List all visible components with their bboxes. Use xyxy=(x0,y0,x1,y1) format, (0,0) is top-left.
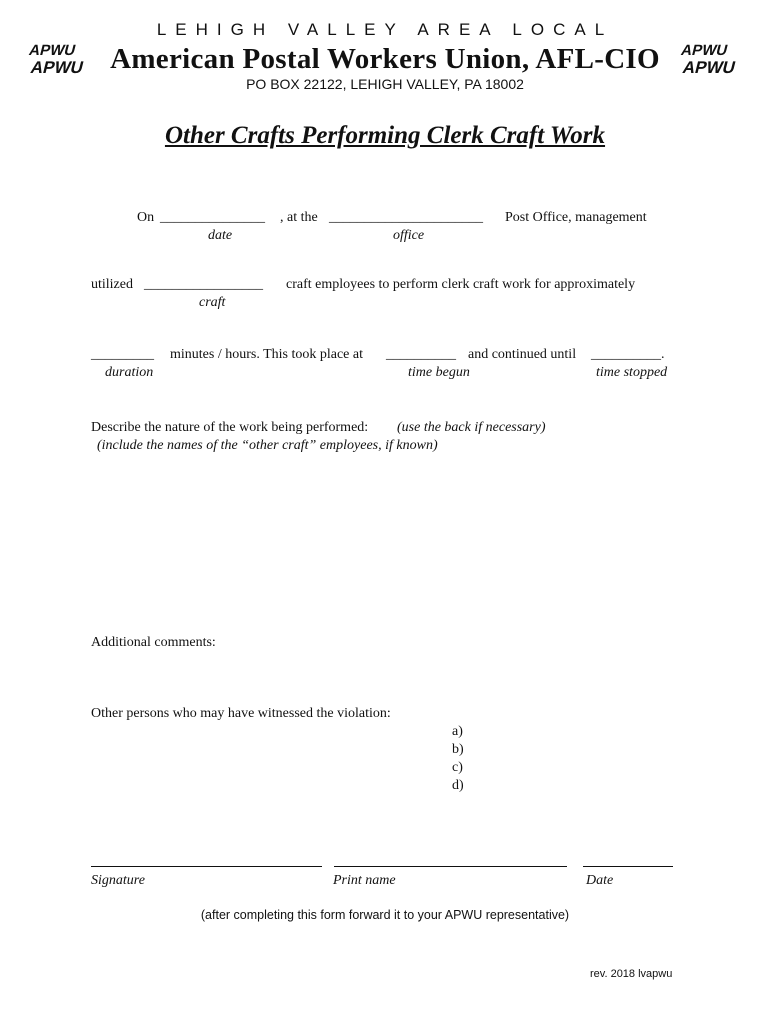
date-label: Date xyxy=(586,873,614,888)
witness-item-c: c) xyxy=(452,760,463,775)
print-name-line[interactable] xyxy=(334,866,567,867)
craft-employees-text: craft employees to perform clerk craft work for approximately xyxy=(286,277,636,292)
witness-item-a: a) xyxy=(452,724,463,739)
duration-caption: duration xyxy=(105,365,154,380)
office-caption: office xyxy=(393,228,425,243)
apwu-logo-text: APWU xyxy=(27,42,78,59)
on-text: On xyxy=(137,210,155,225)
duration-field[interactable]: _________ xyxy=(91,347,154,362)
apwu-logo-right xyxy=(676,40,744,78)
post-office-text: Post Office, management xyxy=(505,210,647,225)
union-address: PO BOX 22122, LEHIGH VALLEY, PA 18002 xyxy=(246,76,524,92)
witness-item-b: b) xyxy=(452,742,464,757)
signature-label: Signature xyxy=(91,873,145,888)
office-field[interactable]: ______________________ xyxy=(329,210,483,225)
continued-until-text: and continued until xyxy=(468,347,577,362)
date-field[interactable]: _______________ xyxy=(160,210,265,225)
apwu-logo-text: APWU xyxy=(28,57,86,77)
form-title: Other Crafts Performing Clerk Craft Work xyxy=(164,122,606,149)
apwu-logo-text: APWU xyxy=(680,57,738,77)
revision-note: rev. 2018 lvapwu xyxy=(590,968,673,980)
local-name: LEHIGH VALLEY AREA LOCAL xyxy=(156,20,614,39)
union-name: American Postal Workers Union, AFL-CIO xyxy=(110,43,660,75)
witnesses-label: Other persons who may have witnessed the violation: xyxy=(91,706,391,721)
describe-note-back: (use the back if necessary) xyxy=(397,420,546,435)
time-stopped-caption: time stopped xyxy=(596,365,668,380)
date-caption: date xyxy=(208,228,233,243)
describe-label: Describe the nature of the work being performed: xyxy=(91,420,369,435)
additional-comments-label: Additional comments: xyxy=(91,635,216,650)
signature-line[interactable] xyxy=(91,866,322,867)
at-the-text: , at the xyxy=(280,210,318,225)
craft-caption: craft xyxy=(199,295,226,310)
date-line[interactable] xyxy=(583,866,673,867)
time-begun-field[interactable]: __________ xyxy=(386,347,456,362)
time-stopped-field[interactable]: __________. xyxy=(591,347,665,362)
craft-field[interactable]: _________________ xyxy=(144,277,263,292)
forwarding-instruction: (after completing this form forward it to your APWU representative) xyxy=(200,908,570,922)
time-begun-caption: time begun xyxy=(408,365,470,380)
describe-note-names: (include the names of the “other craft” employees, if known) xyxy=(97,438,438,453)
print-name-label: Print name xyxy=(333,873,396,888)
apwu-logo-text: APWU xyxy=(679,42,730,59)
utilized-text: utilized xyxy=(91,277,133,292)
witness-item-d: d) xyxy=(452,778,464,793)
minutes-hours-text: minutes / hours. This took place at xyxy=(170,347,363,362)
